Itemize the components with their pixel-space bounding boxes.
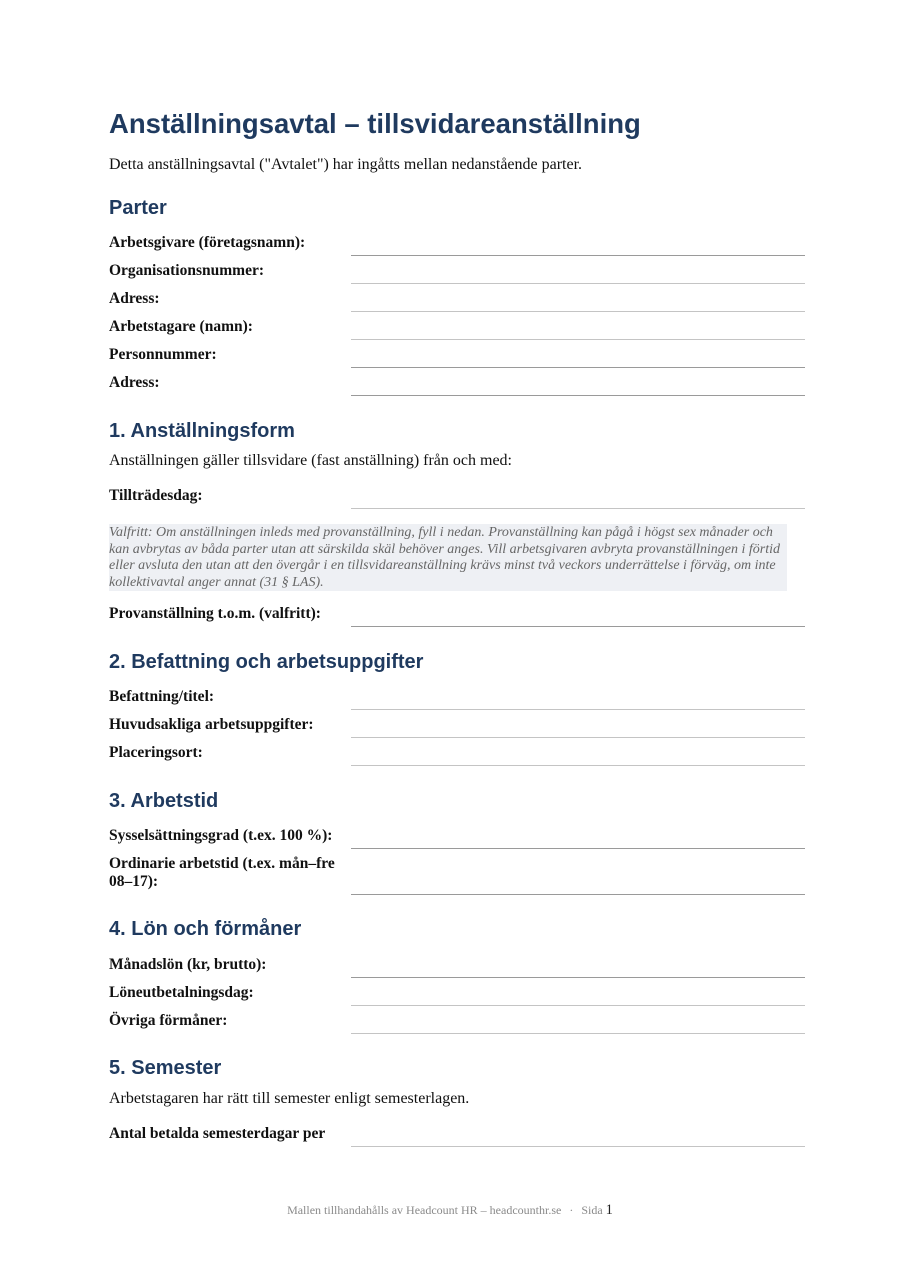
field-label: Provanställning t.o.m. (valfritt): <box>109 605 321 622</box>
intro-text: Detta anställningsavtal ("Avtalet") har ingåtts mellan nedanstående parter. <box>109 156 583 173</box>
footer-separator: · <box>569 1203 574 1217</box>
field-label: Löneutbetalningsdag: <box>109 984 254 1001</box>
fill-in-line[interactable] <box>351 894 805 895</box>
field-label: Arbetstagare (namn): <box>109 318 253 335</box>
field-label: Antal betalda semesterdagar per <box>109 1125 326 1142</box>
fill-in-line[interactable] <box>351 255 805 256</box>
field-label: Sysselsättningsgrad (t.ex. 100 %): <box>109 827 333 844</box>
fill-in-line[interactable] <box>351 508 805 509</box>
semester-text: Arbetstagaren har rätt till semester enligt semesterlagen. <box>109 1090 470 1107</box>
footer-page-number: 1 <box>605 1202 613 1218</box>
fill-in-line[interactable] <box>351 765 805 766</box>
fill-in-line[interactable] <box>351 1005 805 1006</box>
fill-in-line[interactable] <box>351 709 805 710</box>
anstallningsform-text: Anställningen gäller tillsvidare (fast anställning) från och med: <box>109 452 512 469</box>
fill-in-line[interactable] <box>351 339 805 340</box>
section-heading-arbetstid: 3. Arbetstid <box>109 790 219 812</box>
field-label: Huvudsakliga arbetsuppgifter: <box>109 716 314 733</box>
fill-in-line[interactable] <box>351 311 805 312</box>
field-label: Arbetsgivare (företagsnamn): <box>109 234 306 251</box>
footer-credit: Mallen tillhandahålls av Headcount HR – headcounthr.se <box>287 1203 562 1217</box>
section-heading-anstallningsform: 1. Anställningsform <box>109 420 295 442</box>
fill-in-line[interactable] <box>351 977 805 978</box>
fill-in-line[interactable] <box>351 1033 805 1034</box>
section-heading-parter: Parter <box>109 197 167 219</box>
field-label: Adress: <box>109 374 160 391</box>
field-label: Organisationsnummer: <box>109 262 264 279</box>
fill-in-line[interactable] <box>351 737 805 738</box>
fill-in-line[interactable] <box>351 848 805 849</box>
fill-in-line[interactable] <box>351 626 805 627</box>
provanstallning-note: Valfritt: Om anställningen inleds med provanställning, fyll i nedan. Provanställning kan pågå i högst sex månader och kan avbrytas av båda parter utan att särskilda skäl behöver anges. Vill arbetsgivaren avbryta provanställningen i förtid eller avsluta den utan att den övergår i en tillsvidareanställning krävs minst två veckors underrättelse i förväg, om inte kollektivavtal anger annat (31 § LAS). <box>109 524 787 591</box>
field-label: Befattning/titel: <box>109 688 215 705</box>
field-label: Ordinarie arbetstid (t.ex. mån–fre 08–17): <box>109 855 335 890</box>
fill-in-line[interactable] <box>351 367 805 368</box>
field-label: Personnummer: <box>109 346 217 363</box>
field-label: Månadslön (kr, brutto): <box>109 956 267 973</box>
footer-page-label: Sida <box>581 1203 603 1217</box>
field-label: Placeringsort: <box>109 744 203 761</box>
section-heading-befattning: 2. Befattning och arbetsuppgifter <box>109 651 424 673</box>
section-heading-lon: 4. Lön och förmåner <box>109 918 302 940</box>
section-heading-semester: 5. Semester <box>109 1057 222 1079</box>
page-footer <box>0 1202 900 1219</box>
field-label: Adress: <box>109 290 160 307</box>
field-label: Övriga förmåner: <box>109 1012 228 1029</box>
fill-in-line[interactable] <box>351 1146 805 1147</box>
fill-in-line[interactable] <box>351 283 805 284</box>
fill-in-line[interactable] <box>351 395 805 396</box>
field-label: Tillträdesdag: <box>109 487 203 504</box>
document-title: Anställningsavtal – tillsvidareanställning <box>109 108 641 139</box>
